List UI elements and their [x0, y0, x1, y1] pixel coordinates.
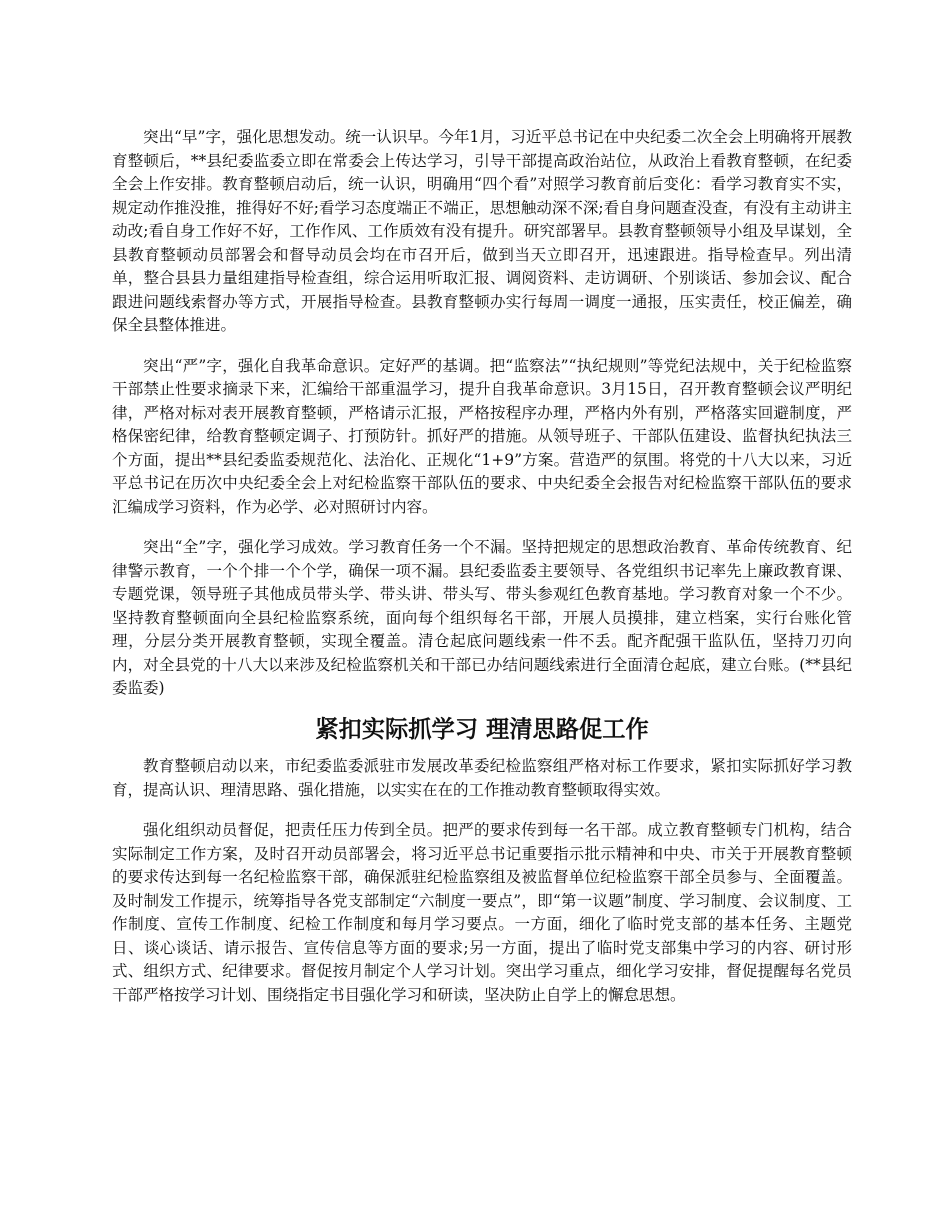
document-page	[112, 126, 852, 1024]
paragraph-mobilization: 强化组织动员督促，把责任压力传到全员。把严的要求传到每一名干部。成立教育整顿专门机构，结合实际制定工作方案，及时召开动员部署会，将习近平总书记重要指示批示精神和中央、市关于开展教育整顿的要求传达到每一名纪检监察干部，确保派驻纪检监察组及被监督单位纪检监察干部全员参与、全面覆盖。及时制发工作提示，统筹指导各党支部制定“六制度一要点”，即“第一议题”制度、学习制度、会议制度、工作制度、宣传工作制度、纪检工作制度和每月学习要点。一方面，细化了临时党支部的基本任务、主题党日、谈心谈话、请示报告、宣传信息等方面的要求;另一方面，提出了临时党支部集中学习的内容、研讨形式、组织方式、纪律要求。督促按月制定个人学习计划。突出学习重点，细化学习安排，督促提醒每名党员干部严格按学习计划、围绕指定书目强化学习和研读，坚决防止自学上的懈怠思想。	[112, 821, 852, 1004]
section-heading: 紧扣实际抓学习 理清思路促工作	[315, 715, 649, 743]
paragraph-intro: 教育整顿启动以来，市纪委监委派驻市发展改革委纪检监察组严格对标工作要求，紧扣实际抓好学习教育，提高认识、理清思路、强化措施，以实实在在的工作推动教育整顿取得实效。	[112, 757, 852, 799]
paragraph-early: 突出“早”字，强化思想发动。统一认识早。今年1月，习近平总书记在中央纪委二次全会上明确将开展教育整顿后，**县纪委监委立即在常委会上传达学习，引导干部提高政治站位，从政治上看教育整顿，在纪委全会上作安排。教育整顿启动后，统一认识，明确用“四个看”对照学习教育前后变化：看学习教育实不实，规定动作推没推，推得好不好;看学习态度端正不端正，思想触动深不深;看自身问题查没查，有没有主动讲主动改;看自身工作好不好，工作作风、工作质效有没有提升。研究部署早。县教育整顿领导小组及早谋划，全县教育整顿动员部署会和督导动员会均在市召开后，做到当天立即召开，迅速跟进。指导检查早。列出清单，整合县县力量组建指导检查组，综合运用听取汇报、调阅资料、走访调研、个别谈话、参加会议、配合跟进问题线索督办等方式，开展指导检查。县教育整顿办实行每周一调度一通报，压实责任，校正偏差，确保全县整体推进。	[112, 128, 852, 334]
paragraph-strict: 突出“严”字，强化自我革命意识。定好严的基调。把“监察法”“执纪规则”等党纪法规中，关于纪检监察干部禁止性要求摘录下来，汇编给干部重温学习，提升自我革命意识。3月15日，召开教育整顿会议严明纪律，严格对标对表开展教育整顿，严格请示汇报，严格按程序办理，严格内外有别，严格落实回避制度，严格保密纪律，给教育整顿定调子、打预防针。抓好严的措施。从领导班子、干部队伍建设、监督执纪执法三个方面，提出**县纪委监委规范化、法治化、正规化“1+9”方案。营造严的氛围。将党的十八大以来，习近平总书记在历次中央纪委全会上对纪检监察干部队伍的要求、中央纪委全会报告对纪检监察干部队伍的要求汇编成学习资料，作为必学、必对照研讨内容。	[112, 356, 852, 516]
paragraph-comprehensive: 突出“全”字，强化学习成效。学习教育任务一个不漏。坚持把规定的思想政治教育、革命传统教育、纪律警示教育，一个个排一个个学，确保一项不漏。县纪委监委主要领导、各党组织书记率先上廉政教育课、专题党课，领导班子其他成员带头学、带头讲、带头写、带头参观红色教育基地。学习教育对象一个不少。坚持教育整顿面向全县纪检监察系统，面向每个组织每名干部，开展人员摸排，建立档案，实行台账化管理，分层分类开展教育整顿，实现全覆盖。清仓起底问题线索一件不丢。配齐配强干监队伍，坚持刀刃向内，对全县党的十八大以来涉及纪检监察机关和干部已办结问题线索进行全面清仓起底，建立台账。(**县纪委监委)	[112, 538, 852, 697]
